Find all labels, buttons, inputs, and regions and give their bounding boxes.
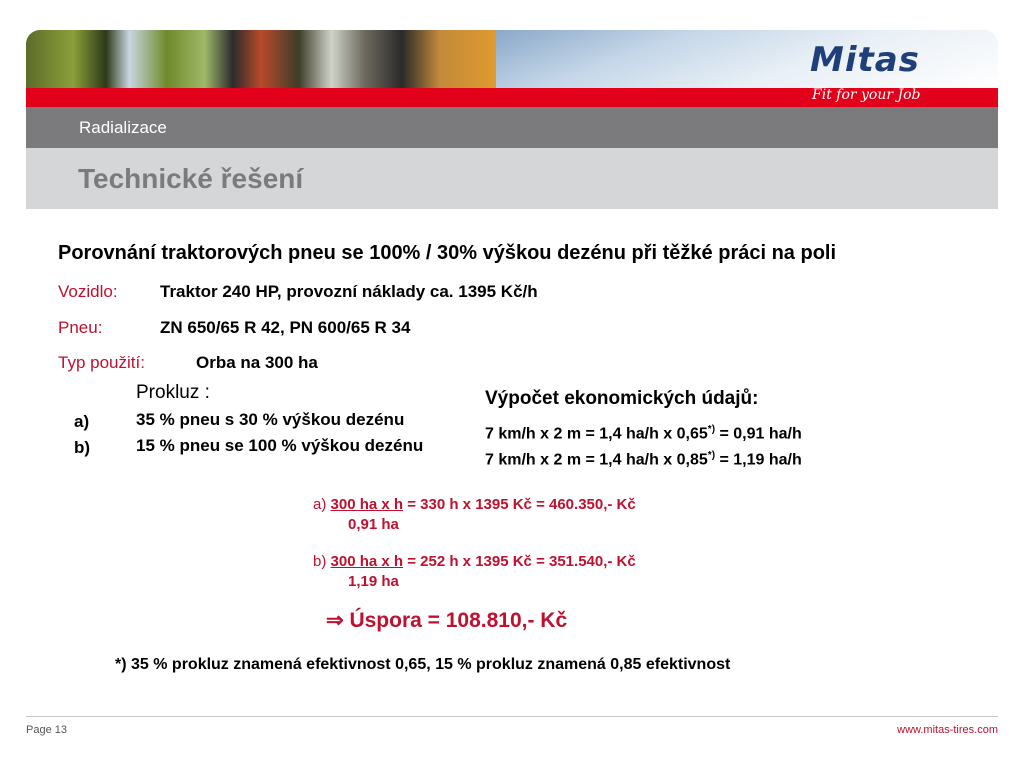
slip-b-marker: b) [74,438,91,457]
saving-result: ⇒ Úspora = 108.810,- Kč [326,609,568,632]
comparison-heading: Porovnání traktorových pneu se 100% / 30% výškou dezénu při těžké práci na poli [58,242,837,264]
slip-title: Prokluz : [136,382,210,403]
mitas-logo: Mitas [810,40,920,80]
tire-label: Pneu: [58,318,103,337]
use-label: Typ použití: [58,353,145,372]
case-b-formula: b) 300 ha x h = 252 h x 1395 Kč = 351.540,- Kč [313,553,636,570]
vehicle-label: Vozidlo: [58,282,118,301]
footnote: *) 35 % prokluz znamená efektivnost 0,65, 15 % prokluz znamená 0,85 efektivnost [115,656,731,673]
vehicle-value: Traktor 240 HP, provozní náklady ca. 1395 Kč/h [160,282,538,301]
logo-tagline: Fit for your Job [812,87,921,103]
website-link[interactable]: www.mitas-tires.com [897,724,998,736]
case-a-formula: a) 300 ha x h = 330 h x 1395 Kč = 460.350,- Kč [313,496,636,513]
slip-a-marker: a) [74,412,90,431]
calc-title: Výpočet ekonomických údajů: [485,388,759,409]
use-value: Orba na 300 ha [196,353,318,372]
header-logo-area [496,30,998,88]
footer-divider [26,716,998,717]
tire-value: ZN 650/65 R 42, PN 600/65 R 34 [160,318,411,337]
implies-arrow-icon: ⇒ [326,609,344,632]
case-a-denominator: 0,91 ha [348,516,399,533]
section-bar [26,107,998,148]
page-number: Page 13 [26,724,67,736]
slip-a-text: 35 % pneu s 30 % výškou dezénu [136,410,405,429]
calc-line-1: 7 km/h x 2 m = 1,4 ha/h x 0,65*) = 0,91 ha/h [485,424,802,443]
case-b-denominator: 1,19 ha [348,573,399,590]
section-label: Radializace [79,118,167,137]
calc-line-2: 7 km/h x 2 m = 1,4 ha/h x 0,85*) = 1,19 ha/h [485,450,802,469]
header-photo-strip [26,30,496,88]
slip-b-text: 15 % pneu se 100 % výškou dezénu [136,436,424,455]
slide-title: Technické řešení [78,163,304,194]
